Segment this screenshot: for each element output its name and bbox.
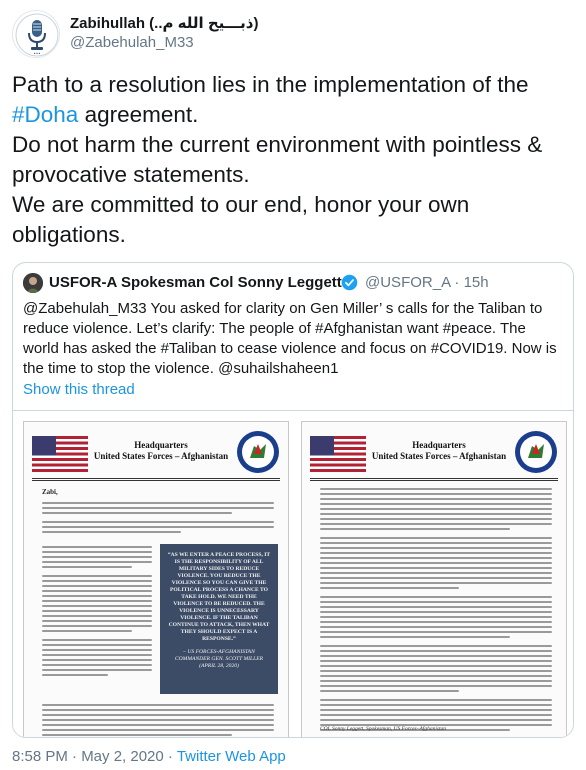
tweet-text <box>12 70 572 250</box>
letter-rule <box>310 478 558 479</box>
letter-page-1-image[interactable] <box>23 421 289 738</box>
quoted-avatar-portrait-icon <box>23 273 43 293</box>
show-thread-link[interactable]: Show this thread <box>23 381 135 398</box>
us-flag-icon <box>310 436 366 472</box>
letter-header <box>364 440 514 462</box>
author-handle[interactable]: @Zabehulah_M33 <box>70 34 194 51</box>
author-name[interactable]: Zabihullah (..ذبـــيح الله م) <box>70 15 259 32</box>
letter-rule <box>32 480 280 481</box>
us-flag-icon <box>32 436 88 472</box>
quoted-tweet[interactable] <box>12 262 574 738</box>
letter-signature: COL Sonny Leggett, Spokesman, US Forces–Afghanistan <box>320 726 447 732</box>
letter-header-line2: United States Forces – Afghanistan <box>371 451 507 461</box>
avatar-microphone-icon <box>13 11 60 58</box>
pull-quote-box <box>160 544 278 694</box>
quoted-author-handle-time: @USFOR_A · 15h <box>365 274 489 291</box>
letter-text-block <box>42 502 274 540</box>
hashtag-doha-link[interactable]: #Doha <box>12 102 79 127</box>
pull-quote-attribution: – US FORCES-AFGHANISTAN COMMANDER GEN. SCOTT MILLER (APRIL 28, 2020) <box>174 649 264 669</box>
tweet-paragraph-2: Do not harm the current environment with pointless & provocative statements. <box>12 132 543 187</box>
letter-header-line1: Headquarters <box>134 440 188 450</box>
tweet-text-segment: Path to a resolution lies in the implementation of the <box>12 72 529 97</box>
letter-page-2-image[interactable] <box>301 421 567 738</box>
letter-salutation: Zabi, <box>42 488 58 496</box>
quoted-author-name[interactable]: USFOR-A Spokesman Col Sonny Leggett <box>49 274 342 291</box>
letter-rule <box>310 480 558 481</box>
source-app-link[interactable]: Twitter Web App <box>176 748 286 765</box>
quoted-author-avatar[interactable] <box>23 273 43 293</box>
usfor-seal-icon <box>236 430 280 474</box>
verified-badge-icon <box>341 274 358 291</box>
author-avatar[interactable] <box>12 10 60 58</box>
letter-text-block <box>320 488 552 738</box>
usfor-seal-icon <box>514 430 558 474</box>
tweet-header <box>12 10 574 58</box>
letter-rule <box>32 478 280 479</box>
tweet-paragraph-1 <box>12 70 572 130</box>
quoted-tweet-header <box>23 273 563 293</box>
letter-header <box>86 440 236 462</box>
tweet-text-segment: agreement. <box>78 102 199 127</box>
quoted-tweet-text: @Zabehulah_M33 You asked for clarity on Gen Miller’ s calls for the Taliban to reduce violence. Let’s clarify: The people of #Afghanistan want #peace. The world has asked the #Taliban to cease violence and focus on #COVID19. Now is the time to stop the violence. @suhailshaheen1 <box>23 300 557 377</box>
tweet-paragraph-3: We are committed to our end, honor your own obligations. <box>12 192 470 247</box>
letter-header-line1: Headquarters <box>412 440 466 450</box>
tweet-timestamp[interactable]: 8:58 PM · May 2, 2020 · <box>12 748 177 765</box>
letter-text-block <box>42 704 274 738</box>
svg-text:•••: ••• <box>33 51 41 56</box>
tweet-footer <box>12 748 286 765</box>
letter-text-block <box>42 546 152 679</box>
letter-header-line2: United States Forces – Afghanistan <box>93 451 229 461</box>
quoted-tweet-media[interactable] <box>13 410 573 738</box>
pull-quote-text: “AS WE ENTER A PEACE PROCESS, IT IS THE RESPONSIBILITY OF ALL MILITARY SIDES TO REDUCE VIOLENCE. YOU REDUCE THE VIOLENCE SO YOU CAN GIVE THE POLITICAL PROCESS A CHANCE TO TAKE HOLD. WE NEED THE VIOLENCE TO BE REDUCED. THE VIOLENCE IS UNNECESSARY VIOLENCE. IF THE TALIBAN CONTINUE TO ATTACK, THEN WHAT THEY SHOULD EXPECT IS A RESPONSE.” <box>167 552 271 642</box>
